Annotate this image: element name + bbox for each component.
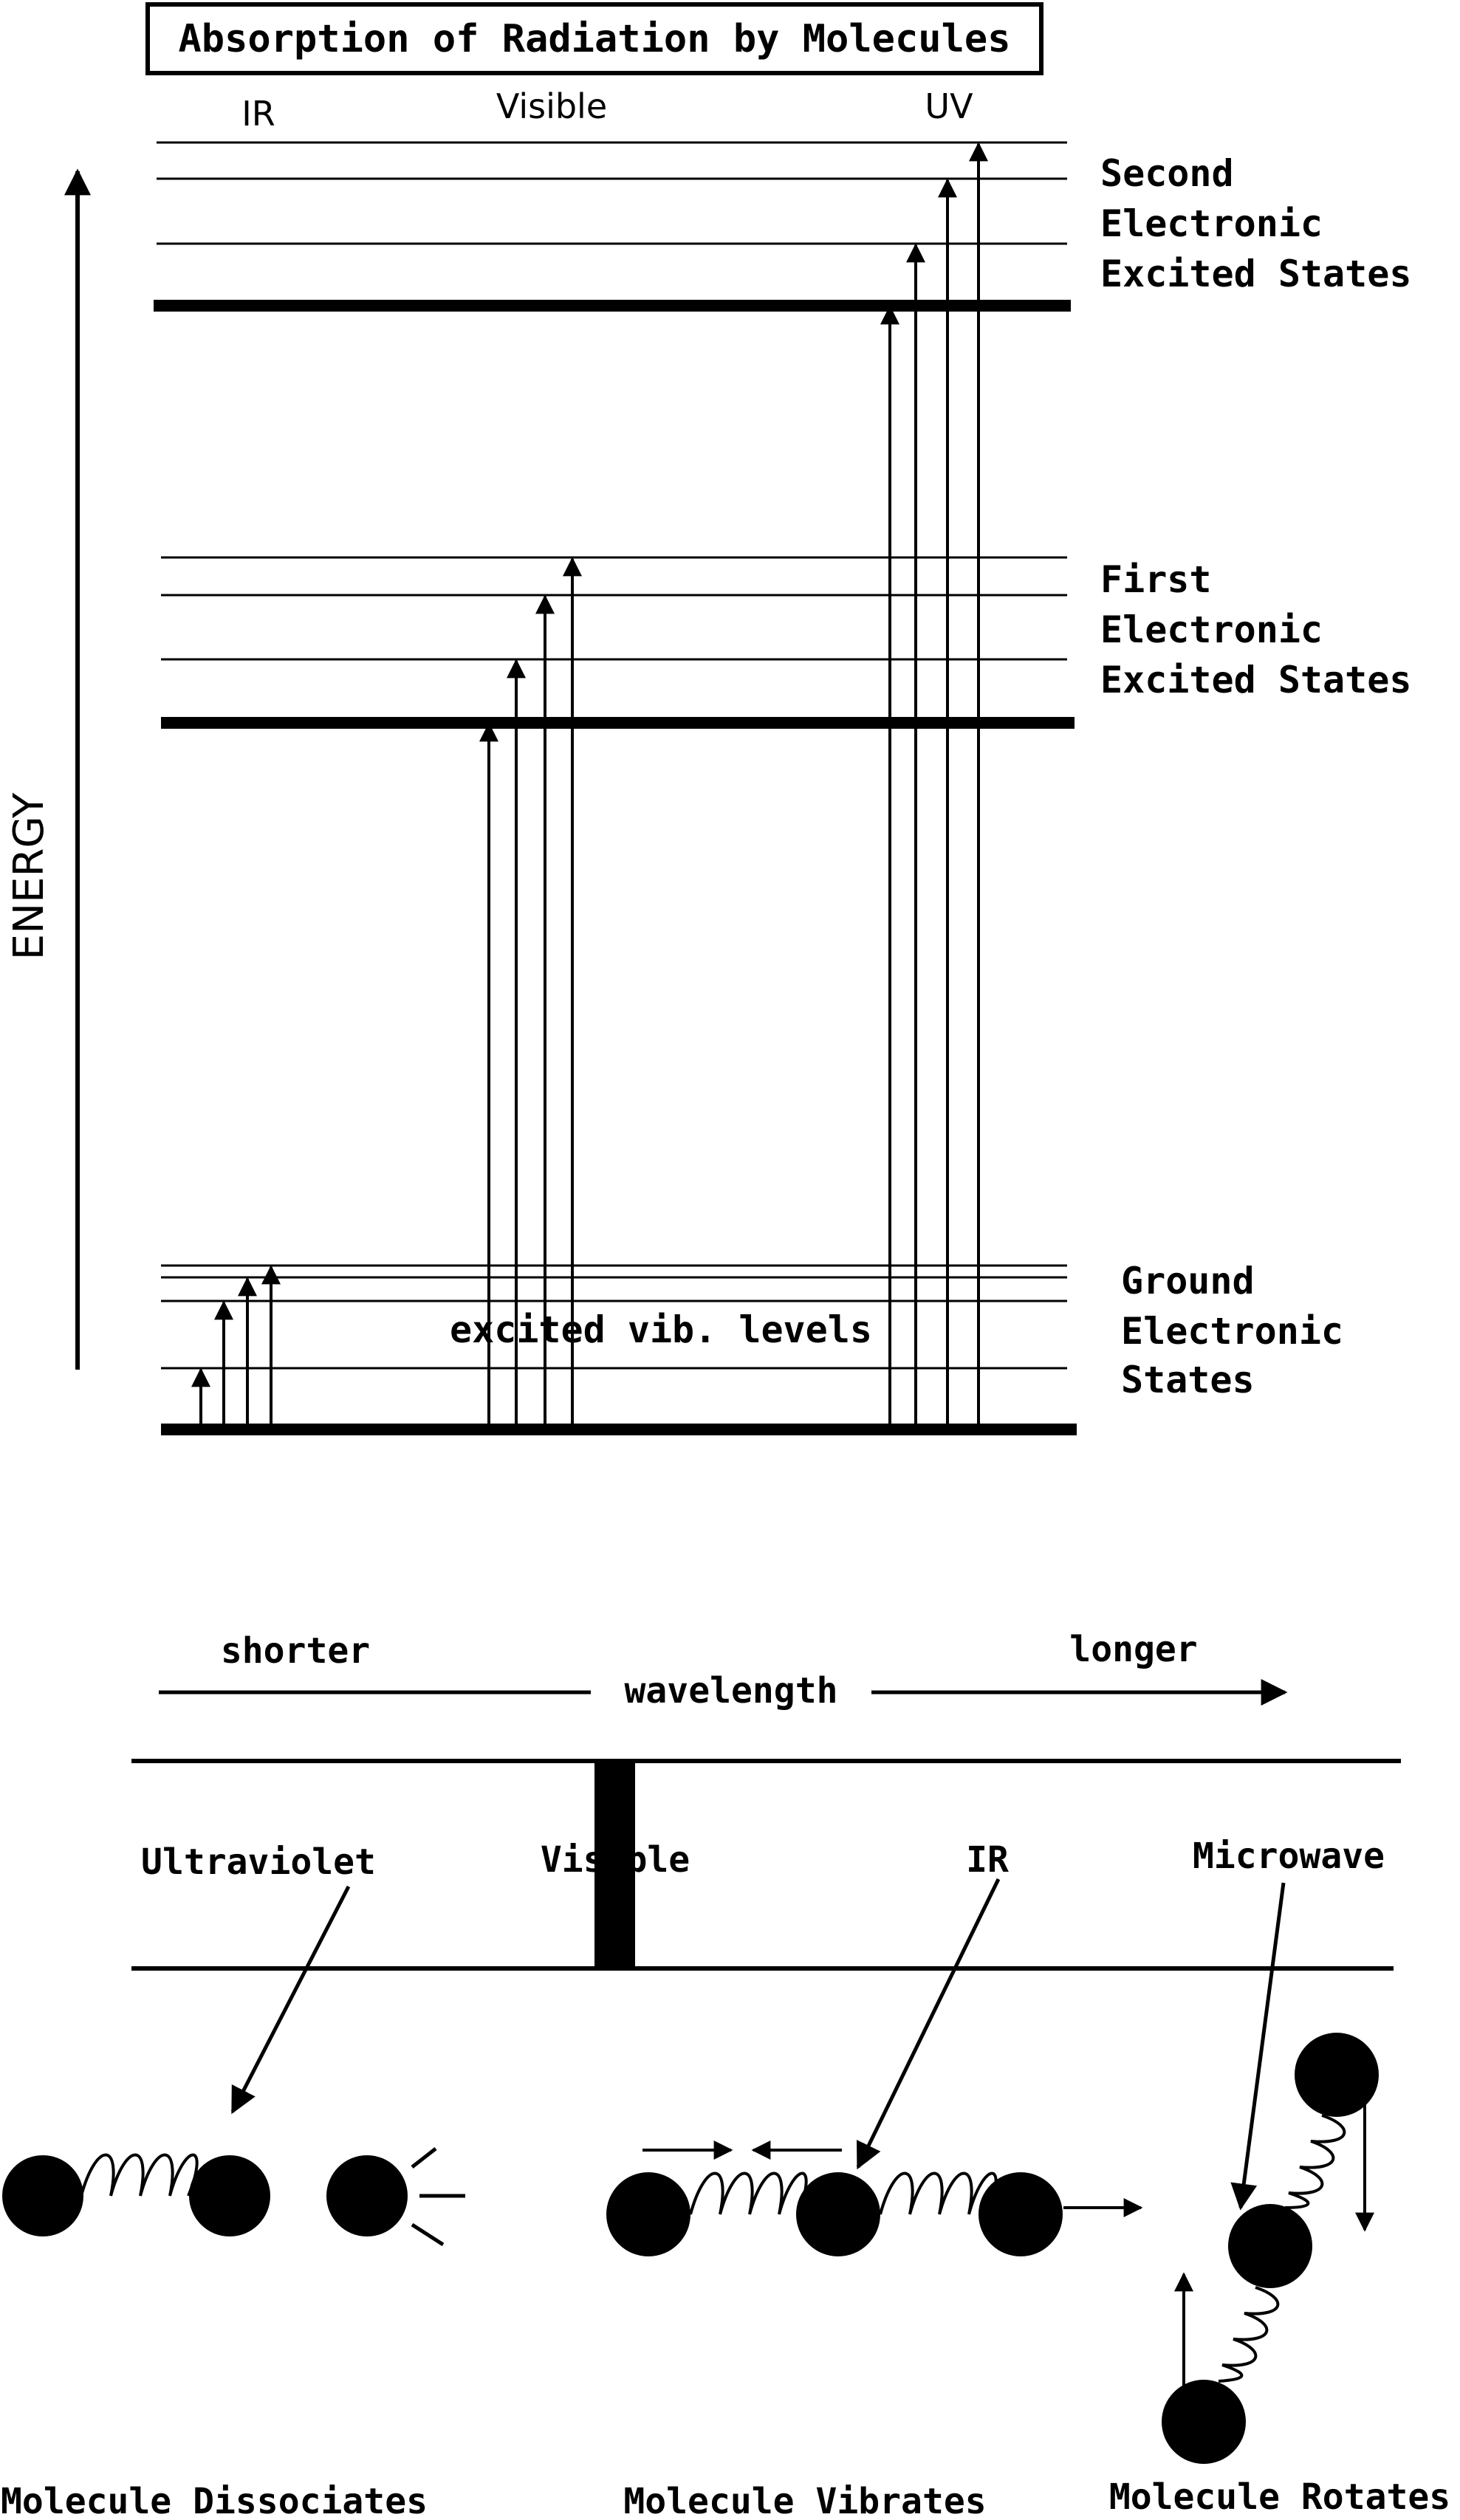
- atom: [979, 2172, 1063, 2256]
- motion-mark: [412, 2225, 443, 2245]
- first-state-label-line: First: [1100, 558, 1212, 601]
- rotates-caption: Molecule Rotates: [1108, 2476, 1451, 2518]
- rotating-molecule: [1162, 2033, 1379, 2464]
- shorter-label: shorter: [220, 1630, 371, 1672]
- ultraviolet-pointer-arrow: [233, 1886, 349, 2112]
- ir-column-label: IR: [241, 94, 275, 134]
- atom: [796, 2172, 880, 2256]
- diagram-title: Absorption of Radiation by Molecules: [178, 17, 1011, 61]
- visible-region-label: Visible: [540, 1839, 690, 1881]
- atom: [1228, 2204, 1312, 2288]
- second-state-label-line: Second: [1100, 152, 1234, 195]
- energy-axis-label: ENERGY: [5, 792, 53, 961]
- wavelength-label: wavelength: [624, 1670, 838, 1712]
- visible-transitions: [489, 559, 572, 1425]
- vib-levels-label: excited vib. levels: [450, 1308, 872, 1351]
- spring-bond: [1219, 2287, 1278, 2381]
- uv-column-label: UV: [925, 86, 973, 126]
- vibrates-caption: Molecule Vibrates: [623, 2481, 987, 2520]
- spring-bond: [81, 2155, 197, 2197]
- first-state-label-line: Electronic: [1100, 608, 1323, 651]
- dissociates-caption: Molecule Dissociates: [1, 2481, 428, 2520]
- ground-state-label: [1121, 1260, 1343, 1401]
- dissociating-molecule: [2, 2149, 465, 2245]
- first-excited-state-levels: [161, 557, 1075, 723]
- spring-bond: [690, 2174, 806, 2215]
- uv-transitions: [890, 144, 979, 1425]
- first-state-label: [1100, 558, 1411, 701]
- ir-pointer-arrow: [858, 1879, 998, 2167]
- microwave-label: Microwave: [1192, 1836, 1385, 1877]
- ultraviolet-label: Ultraviolet: [141, 1841, 376, 1883]
- second-state-label: [1100, 152, 1411, 295]
- spring-bond: [1285, 2115, 1344, 2208]
- second-excited-state-levels: [154, 143, 1071, 306]
- ground-state-label-line: Electronic: [1121, 1310, 1344, 1353]
- second-state-label-line: Electronic: [1100, 202, 1323, 245]
- atom: [2, 2155, 83, 2236]
- atom: [606, 2172, 690, 2256]
- atom: [1162, 2380, 1246, 2464]
- atom: [326, 2155, 408, 2236]
- second-state-label-line: Excited States: [1100, 253, 1412, 295]
- spring-bond: [880, 2174, 996, 2215]
- ground-state-label-line: States: [1121, 1359, 1255, 1401]
- motion-mark: [412, 2149, 436, 2167]
- atom: [189, 2155, 270, 2236]
- visible-column-label: Visible: [496, 86, 608, 126]
- ir-transitions: [201, 1267, 271, 1425]
- ir-region-label: IR: [966, 1839, 1009, 1881]
- ground-state-label-line: Ground: [1121, 1260, 1255, 1302]
- vibrating-molecule: [606, 2150, 1141, 2256]
- microwave-pointer-arrow: [1241, 1883, 1284, 2208]
- first-state-label-line: Excited States: [1100, 659, 1412, 701]
- longer-label: longer: [1069, 1629, 1198, 1670]
